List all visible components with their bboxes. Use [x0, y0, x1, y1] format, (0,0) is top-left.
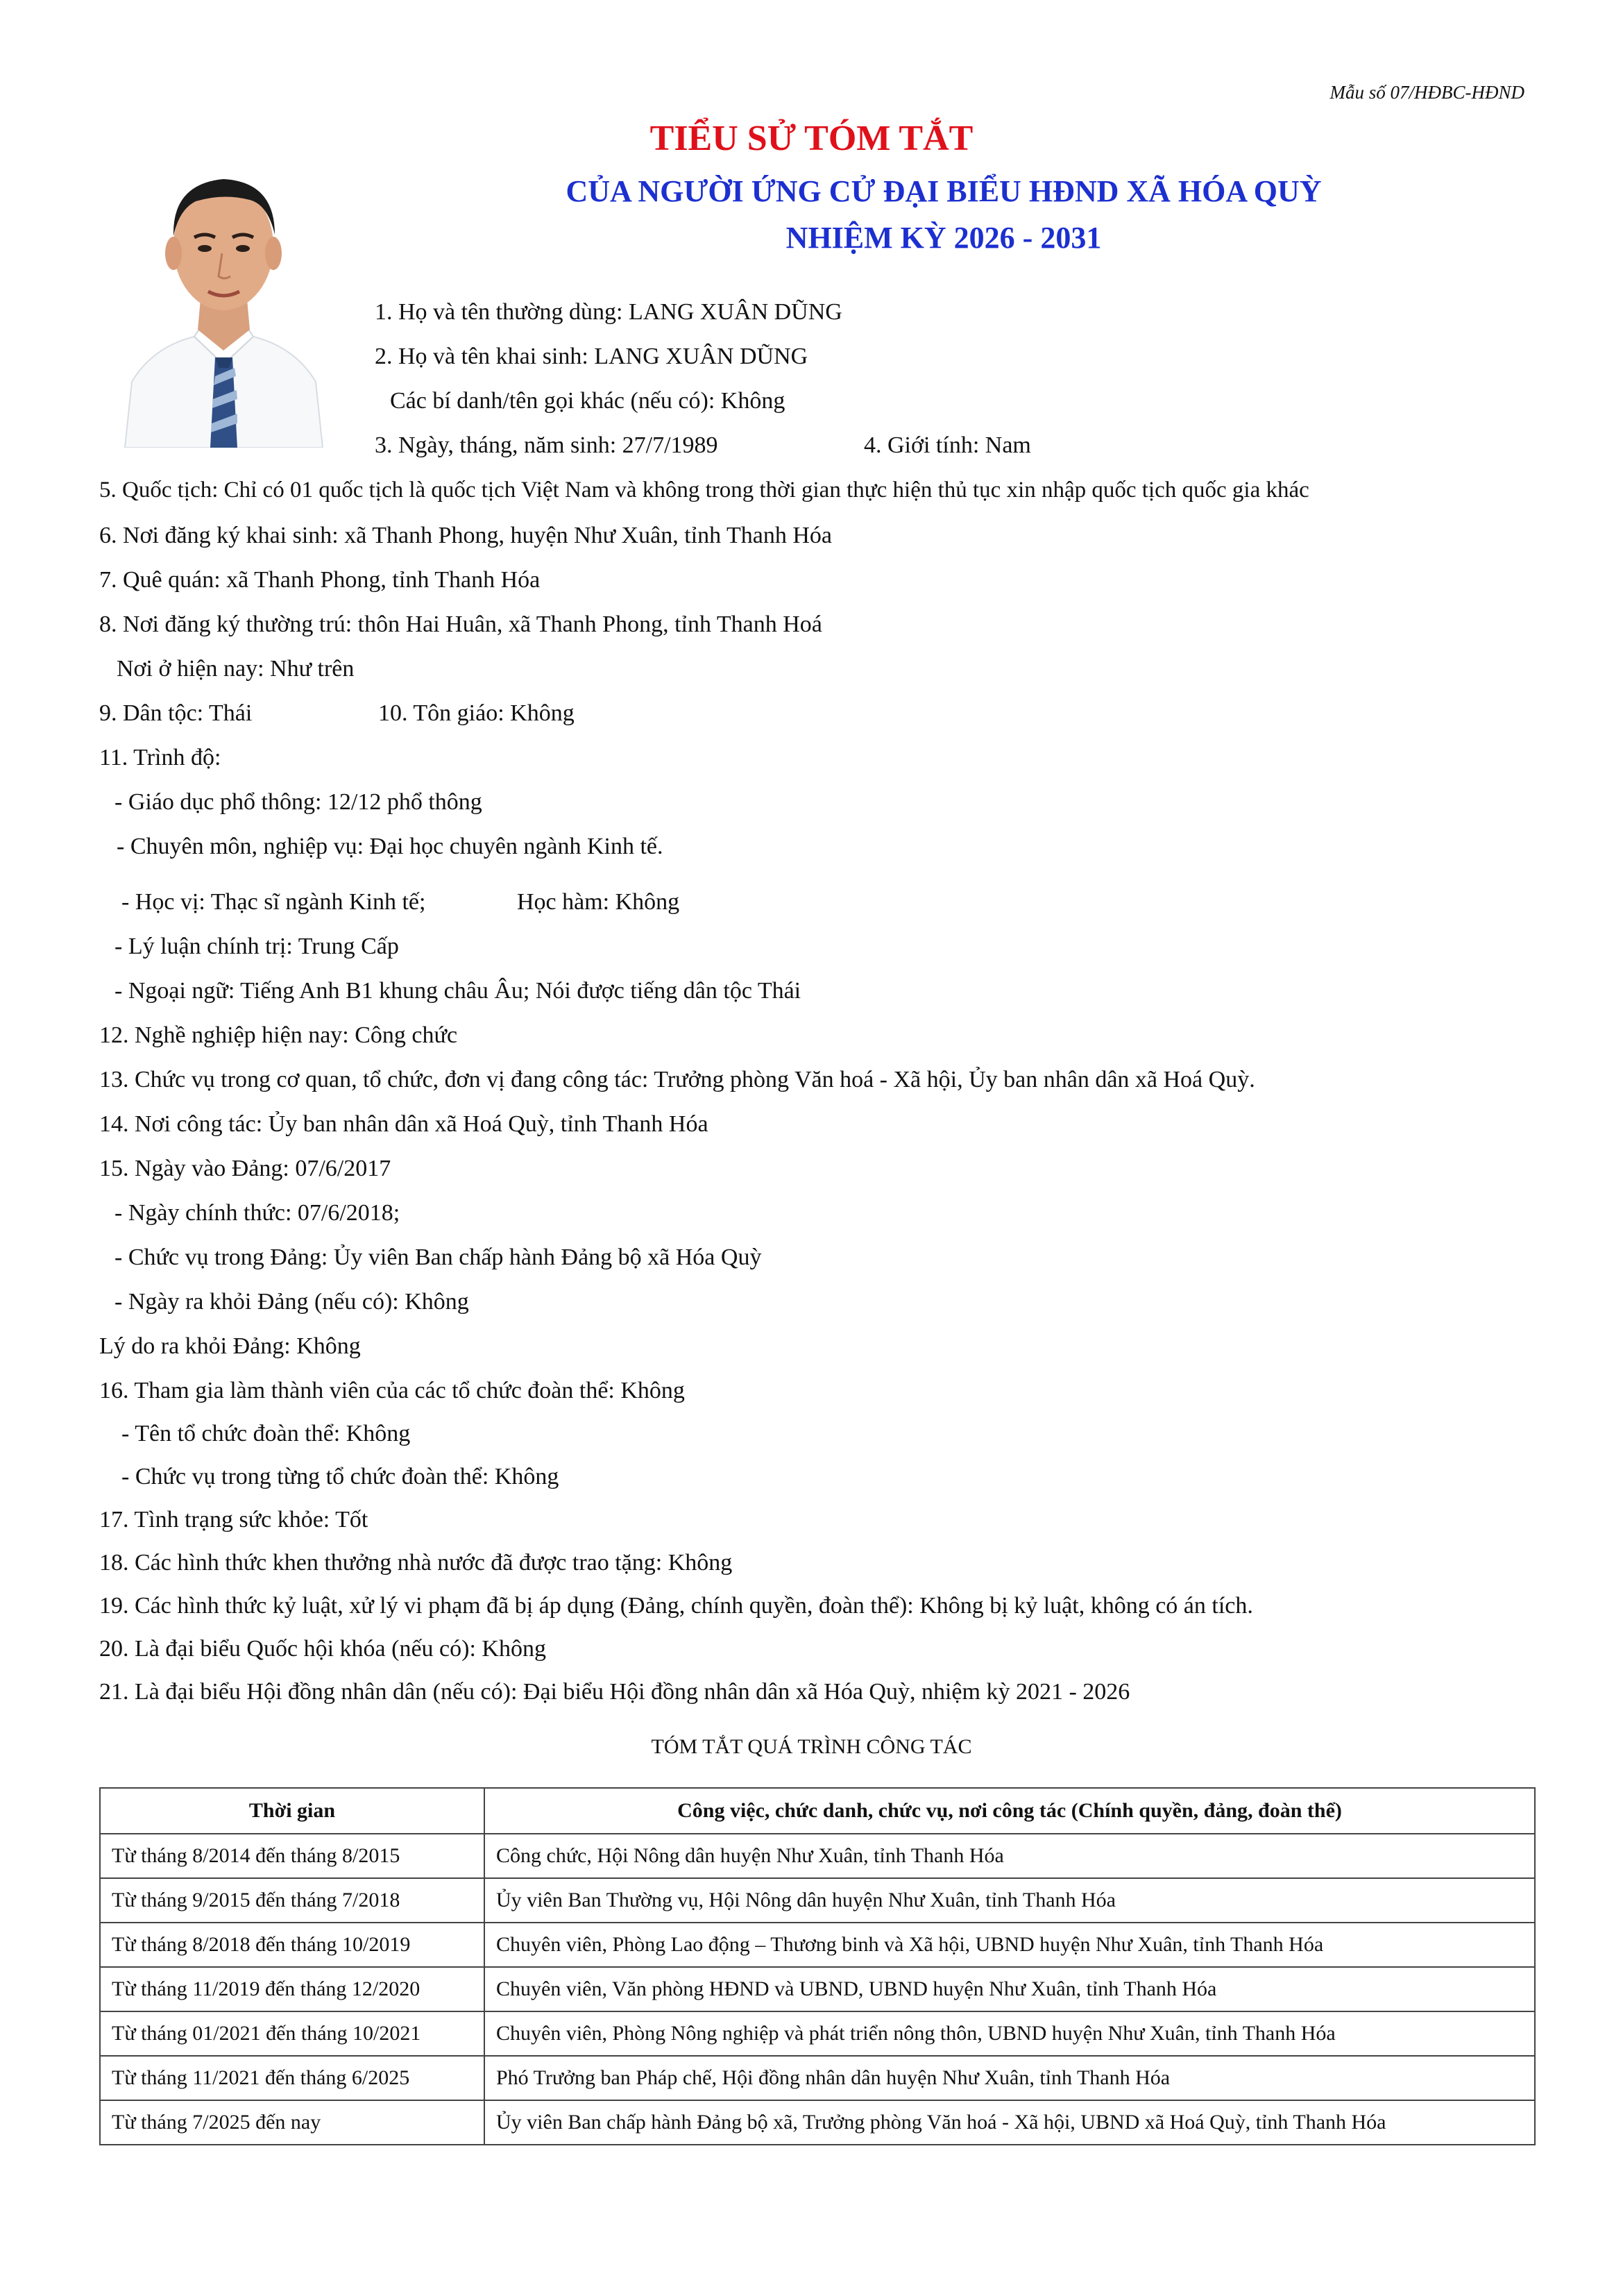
workplace: 14. Nơi công tác: Ủy ban nhân dân xã Hoá Quỳ, tỉnh Thanh Hóa: [99, 1111, 708, 1137]
date-of-birth: 3. Ngày, tháng, năm sinh: 27/7/1989: [375, 432, 718, 458]
row-position: Công chức, Hội Nông dân huyện Như Xuân, tỉnh Thanh Hóa: [484, 1834, 1535, 1878]
disciplinary-record: 19. Các hình thức kỷ luật, xử lý vi phạm đã bị áp dụng (Đảng, chính quyền, đoàn thể): Không bị kỷ luật, không có án tích.: [99, 1593, 1253, 1619]
academic-degree: - Học vị: Thạc sĩ ngành Kinh tế;: [121, 889, 426, 915]
table-row: [100, 2056, 1535, 2100]
table-row: [100, 2100, 1535, 2145]
aliases: Các bí danh/tên gọi khác (nếu có): Không: [390, 388, 785, 414]
health-status: 17. Tình trạng sức khỏe: Tốt: [99, 1507, 368, 1533]
mass-organization-membership: 16. Tham gia làm thành viên của các tổ chức đoàn thể: Không: [99, 1378, 685, 1403]
mass-organization-position: - Chức vụ trong từng tổ chức đoàn thể: Không: [121, 1464, 559, 1489]
row-position: Chuyên viên, Phòng Lao động – Thương binh và Xã hội, UBND huyện Như Xuân, tỉnh Thanh Hóa: [484, 1923, 1535, 1967]
common-name: 1. Họ và tên thường dùng: LANG XUÂN DŨNG: [375, 299, 842, 325]
foreign-language: - Ngoại ngữ: Tiếng Anh B1 khung châu Âu; Nói được tiếng dân tộc Thái: [114, 978, 801, 1004]
row-period: Từ tháng 8/2018 đến tháng 10/2019: [100, 1923, 484, 1967]
table-row: [100, 1834, 1535, 1878]
term-subtitle: NHIỆM KỲ 2026 - 2031: [785, 221, 1102, 255]
column-header-time: Thời gian: [100, 1788, 484, 1834]
party-official-date: - Ngày chính thức: 07/6/2018;: [114, 1200, 400, 1226]
party-leave-date: - Ngày ra khỏi Đảng (nếu có): Không: [114, 1289, 469, 1315]
academic-title: Học hàm: Không: [517, 889, 680, 915]
birth-name: 2. Họ và tên khai sinh: LANG XUÂN DŨNG: [375, 344, 808, 369]
row-period: Từ tháng 7/2025 đến nay: [100, 2100, 484, 2145]
current-residence: Nơi ở hiện nay: Như trên: [117, 656, 355, 682]
document-title: TIỂU SỬ TÓM TẮT: [649, 119, 974, 158]
work-history-title: TÓM TẮT QUÁ TRÌNH CÔNG TÁC: [651, 1735, 972, 1758]
table-header-row: [100, 1788, 1535, 1834]
gender: 4. Giới tính: Nam: [864, 432, 1031, 458]
row-period: Từ tháng 8/2014 đến tháng 8/2015: [100, 1834, 484, 1878]
education-heading: 11. Trình độ:: [99, 745, 221, 770]
peoples-council-delegate: 21. Là đại biểu Hội đồng nhân dân (nếu có): Đại biểu Hội đồng nhân dân xã Hóa Quỳ, nhiệm kỳ 2021 - 2026: [99, 1679, 1130, 1705]
portrait-photo: [111, 118, 337, 448]
national-assembly-delegate: 20. Là đại biểu Quốc hội khóa (nếu có): Không: [99, 1636, 546, 1662]
row-period: Từ tháng 01/2021 đến tháng 10/2021: [100, 2011, 484, 2056]
form-number: Mẫu số 07/HĐBC-HĐND: [1329, 82, 1524, 103]
row-period: Từ tháng 11/2021 đến tháng 6/2025: [100, 2056, 484, 2100]
party-leave-reason: Lý do ra khỏi Đảng: Không: [99, 1333, 361, 1359]
work-history-table: [99, 1787, 1536, 2145]
nationality: 5. Quốc tịch: Chỉ có 01 quốc tịch là quốc tịch Việt Nam và không trong thời gian thực hiện thủ tục xin nhập quốc tịch quốc gia khác: [99, 478, 1309, 503]
professional-qualification: - Chuyên môn, nghiệp vụ: Đại học chuyên ngành Kinh tế.: [117, 834, 663, 859]
row-period: Từ tháng 11/2019 đến tháng 12/2020: [100, 1967, 484, 2011]
table-row: [100, 1878, 1535, 1923]
mass-organization-name: - Tên tổ chức đoàn thể: Không: [121, 1421, 411, 1446]
ethnicity: 9. Dân tộc: Thái: [99, 700, 253, 726]
party-join-date: 15. Ngày vào Đảng: 07/6/2017: [99, 1156, 391, 1181]
row-position: Phó Trưởng ban Pháp chế, Hội đồng nhân dân huyện Như Xuân, tỉnh Thanh Hóa: [484, 2056, 1535, 2100]
document-subtitle: CỦA NGƯỜI ỨNG CỬ ĐẠI BIỂU HĐND XÃ HÓA QUỲ: [566, 174, 1322, 208]
state-awards: 18. Các hình thức khen thưởng nhà nước đã được trao tặng: Không: [99, 1550, 733, 1576]
row-position: Chuyên viên, Phòng Nông nghiệp và phát triển nông thôn, UBND huyện Như Xuân, tỉnh Thanh Hóa: [484, 2011, 1535, 2056]
table-row: [100, 1923, 1535, 1967]
table-row: [100, 2011, 1535, 2056]
row-position: Ủy viên Ban Thường vụ, Hội Nông dân huyện Như Xuân, tỉnh Thanh Hóa: [484, 1878, 1535, 1923]
row-position: Ủy viên Ban chấp hành Đảng bộ xã, Trưởng phòng Văn hoá - Xã hội, UBND xã Hoá Quỳ, tỉnh Thanh Hóa: [484, 2100, 1535, 2145]
current-position: 13. Chức vụ trong cơ quan, tổ chức, đơn vị đang công tác: Trưởng phòng Văn hoá - Xã hội, Ủy ban nhân dân xã Hoá Quỳ.: [99, 1067, 1255, 1092]
birth-registration-place: 6. Nơi đăng ký khai sinh: xã Thanh Phong, huyện Như Xuân, tỉnh Thanh Hóa: [99, 523, 832, 548]
column-header-position: Công việc, chức danh, chức vụ, nơi công tác (Chính quyền, đảng, đoàn thể): [484, 1788, 1535, 1834]
permanent-residence: 8. Nơi đăng ký thường trú: thôn Hai Huân, xã Thanh Phong, tỉnh Thanh Hoá: [99, 611, 822, 637]
row-period: Từ tháng 9/2015 đến tháng 7/2018: [100, 1878, 484, 1923]
religion: 10. Tôn giáo: Không: [378, 700, 575, 726]
hometown: 7. Quê quán: xã Thanh Phong, tỉnh Thanh Hóa: [99, 567, 541, 593]
political-theory: - Lý luận chính trị: Trung Cấp: [114, 934, 399, 959]
general-education: - Giáo dục phổ thông: 12/12 phổ thông: [114, 789, 482, 815]
party-position: - Chức vụ trong Đảng: Ủy viên Ban chấp hành Đảng bộ xã Hóa Quỳ: [114, 1244, 762, 1270]
row-position: Chuyên viên, Văn phòng HĐND và UBND, UBND huyện Như Xuân, tỉnh Thanh Hóa: [484, 1967, 1535, 2011]
table-row: [100, 1967, 1535, 2011]
current-occupation: 12. Nghề nghiệp hiện nay: Công chức: [99, 1022, 458, 1048]
